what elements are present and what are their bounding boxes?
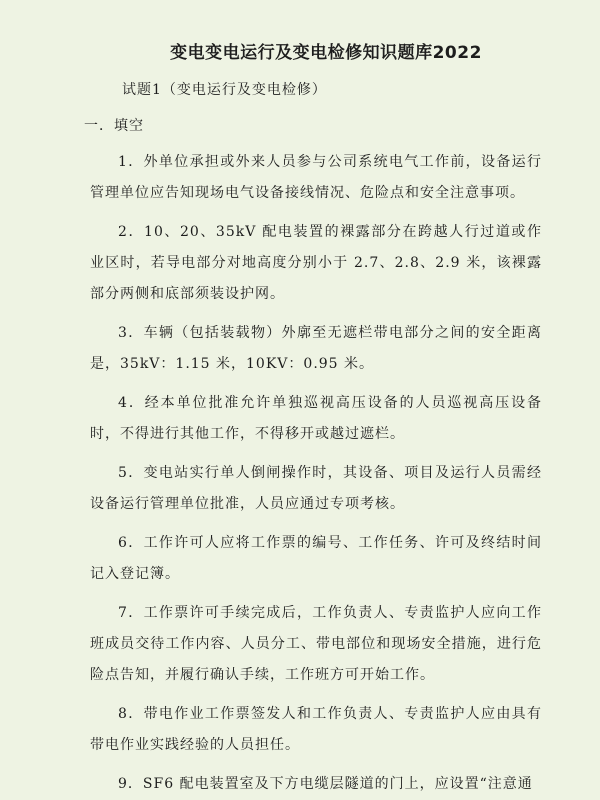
section-heading: 一．填空 bbox=[84, 118, 144, 134]
question-item-8: 8．带电作业工作票签发人和工作负责人、专责监护人应由具有带电作业实践经验的人员担任。 bbox=[90, 706, 542, 753]
exam-subtitle: 试题1（变电运行及变电检修） bbox=[122, 82, 327, 98]
question-item-4: 4．经本单位批准允许单独巡视高压设备的人员巡视高压设备时，不得进行其他工作，不得移开或越过遮栏。 bbox=[90, 395, 542, 442]
document-title: 变电变电运行及变电检修知识题库2022 bbox=[170, 43, 482, 63]
question-item-7: 7．工作票许可手续完成后，工作负责人、专责监护人应向工作班成员交待工作内容、人员分工、带电部位和现场安全措施，进行危险点告知，并履行确认手续，工作班方可开始工作。 bbox=[90, 605, 542, 683]
question-item-9: 9．SF6 配电装置室及下方电缆层隧道的门上，应设置“注意通 bbox=[118, 776, 533, 792]
question-item-5: 5．变电站实行单人倒闸操作时，其设备、项目及运行人员需经设备运行管理单位批准，人员应通过专项考核。 bbox=[90, 465, 542, 512]
question-item-1: 1．外单位承担或外来人员参与公司系统电气工作前，设备运行管理单位应告知现场电气设备接线情况、危险点和安全注意事项。 bbox=[90, 154, 542, 201]
question-item-2: 2．10、20、35kV 配电装置的裸露部分在跨越人行过道或作业区时，若导电部分对地高度分别小于 2.7、2.8、2.9 米，该裸露部分两侧和底部须装设护网。 bbox=[90, 224, 542, 302]
question-item-3: 3．车辆（包括装载物）外廓至无遮栏带电部分之间的安全距离是，35kV：1.15 米，10KV：0.95 米。 bbox=[90, 325, 542, 372]
question-list bbox=[90, 147, 542, 800]
question-item-6: 6．工作许可人应将工作票的编号、工作任务、许可及终结时间记入登记簿。 bbox=[90, 535, 542, 582]
